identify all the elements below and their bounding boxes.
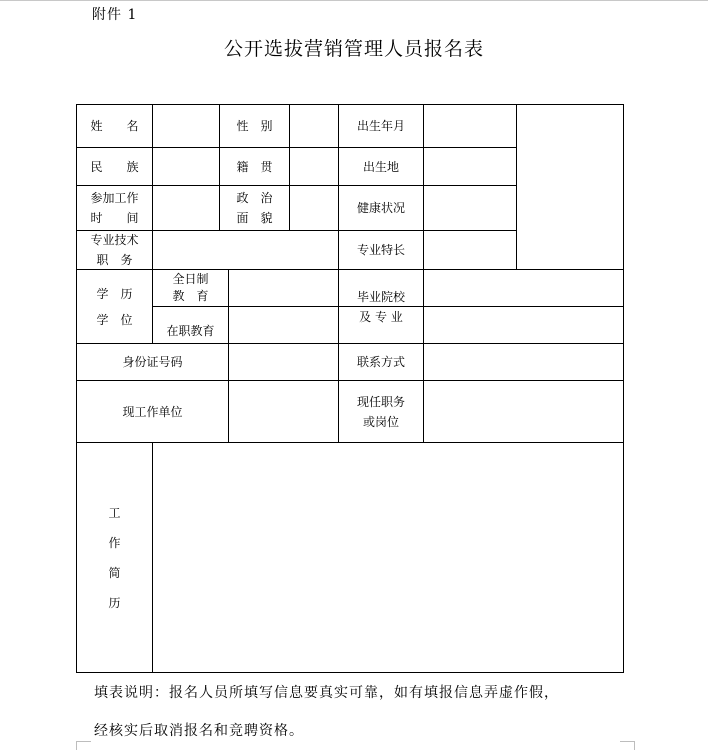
form-title: 公开选拔营销管理人员报名表 bbox=[223, 38, 484, 60]
specialty-field[interactable] bbox=[424, 231, 516, 269]
id-number-field[interactable] bbox=[229, 344, 338, 380]
parttime-school-field[interactable] bbox=[424, 307, 623, 343]
fulltime-school-field[interactable] bbox=[424, 270, 623, 306]
health-label: 健康状况 bbox=[356, 201, 405, 215]
name-label: 姓 名 bbox=[90, 119, 139, 133]
filling-instructions-line2: 经核实后取消报名和竞聘资格。 bbox=[94, 723, 304, 739]
filling-instructions-line1: 填表说明：报名人员所填写信息要真实可靠，如有填报信息弄虚作假， bbox=[94, 685, 559, 701]
work-resume-field[interactable] bbox=[153, 443, 623, 672]
professional-title-label: 专业技术 职 务 bbox=[90, 233, 139, 267]
work-resume-label: 工 作 简 历 bbox=[108, 505, 121, 610]
employer-field[interactable] bbox=[229, 381, 338, 442]
page-corner-mark bbox=[76, 741, 91, 750]
fulltime-education-label: 全日制 教 育 bbox=[172, 272, 209, 303]
birthplace-field[interactable] bbox=[424, 148, 516, 185]
employer-label: 现工作单位 bbox=[122, 404, 183, 419]
birthplace-label: 出生地 bbox=[362, 159, 399, 174]
page-corner-mark bbox=[620, 741, 635, 750]
gender-label: 性 别 bbox=[236, 119, 273, 133]
education-degree-label: 学 历 学 位 bbox=[96, 286, 133, 327]
political-status-label: 政 治 面 貌 bbox=[236, 191, 273, 225]
work-start-label: 参加工作 时 间 bbox=[90, 191, 139, 225]
birth-date-field[interactable] bbox=[424, 105, 516, 147]
contact-label: 联系方式 bbox=[356, 355, 405, 369]
work-start-field[interactable] bbox=[153, 186, 219, 230]
native-place-label: 籍 贯 bbox=[236, 159, 273, 174]
native-place-field[interactable] bbox=[290, 148, 338, 185]
gender-field[interactable] bbox=[290, 105, 338, 147]
parttime-education-label: 在职教育 bbox=[166, 324, 215, 338]
contact-field[interactable] bbox=[424, 344, 623, 380]
political-status-field[interactable] bbox=[290, 186, 338, 230]
photo-area[interactable] bbox=[517, 105, 623, 269]
id-number-label: 身份证号码 bbox=[122, 355, 183, 369]
attachment-label: 附件 1 bbox=[92, 7, 138, 23]
ethnicity-field[interactable] bbox=[153, 148, 219, 185]
current-position-label: 现任职务 或岗位 bbox=[356, 394, 405, 429]
specialty-label: 专业特长 bbox=[356, 243, 405, 257]
fulltime-education-field[interactable] bbox=[229, 270, 338, 306]
name-field[interactable] bbox=[153, 105, 219, 147]
birth-date-label: 出生年月 bbox=[356, 119, 405, 133]
health-field[interactable] bbox=[424, 186, 516, 230]
ethnicity-label: 民 族 bbox=[90, 159, 139, 174]
school-major-label: 毕业院校 及 专 业 bbox=[356, 289, 405, 324]
parttime-education-field[interactable] bbox=[229, 307, 338, 343]
professional-title-field[interactable] bbox=[153, 231, 338, 269]
current-position-field[interactable] bbox=[424, 381, 623, 442]
